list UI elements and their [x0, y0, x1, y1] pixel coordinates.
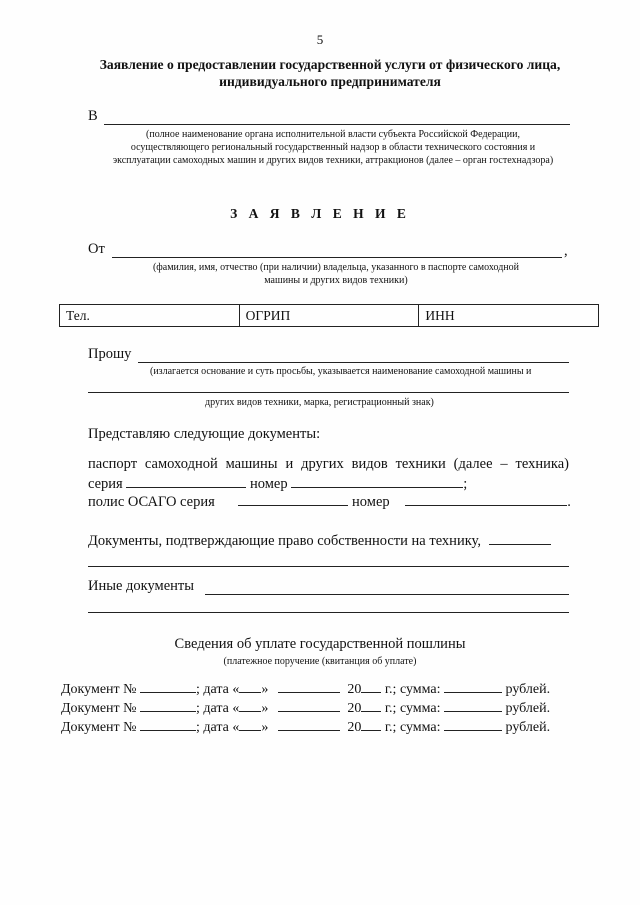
doc-number-field[interactable] [140, 699, 196, 712]
number-label: номер [249, 476, 288, 492]
doc-label: Документ № [61, 720, 137, 735]
page-number: 5 [316, 32, 324, 47]
currency-label: рублей. [505, 682, 551, 697]
payment-row [61, 699, 550, 717]
ownership-field[interactable] [489, 532, 551, 545]
statement-heading: З А Я В Л Е Н И Е [230, 206, 410, 221]
from-suffix: , [564, 243, 568, 259]
request-field-line-2[interactable] [88, 392, 569, 393]
payment-title: Сведения об уплате государственной пошлины [174, 636, 466, 652]
year-suffix: г.; сумма: [384, 682, 441, 697]
contact-table [59, 304, 599, 327]
amount-field[interactable] [444, 718, 502, 731]
currency-label: рублей. [505, 701, 551, 716]
month-field[interactable] [278, 699, 340, 712]
osago-series-field[interactable] [238, 493, 348, 506]
osago-number-label: номер [352, 494, 390, 510]
osago-period: . [567, 494, 571, 510]
year-prefix: 20 [347, 701, 362, 716]
day-field[interactable] [239, 718, 261, 731]
request-note-2: других видов техники, марка, регистрационный знак) [205, 397, 434, 408]
day-field[interactable] [239, 680, 261, 693]
form-title: Заявление о предоставлении государственной услуги от физического лица, индивидуального предпринимателя [99, 57, 561, 89]
request-note-1: (излагается основание и суть просьбы, указывается наименование самоходной машины и [150, 366, 532, 377]
ownership-label: Документы, подтверждающие право собственности на технику, [88, 533, 481, 549]
currency-label: рублей. [505, 720, 551, 735]
quote-close: » [261, 682, 269, 697]
date-label: ; дата « [196, 682, 240, 697]
payment-row [61, 718, 550, 736]
other-docs-field[interactable] [205, 594, 569, 595]
month-field[interactable] [278, 680, 340, 693]
authority-note: (полное наименование органа исполнительной власти субъекта Российской Федерации, осуществляющего региональный государственный надзор в области технического состояния и эксплуатации самоходных машин и других видов техники, аттракционов (далее – орган гостехнадзора) [112, 129, 554, 166]
request-prefix: Прошу [88, 346, 132, 362]
payment-row [61, 680, 550, 698]
documents-intro: Представляю следующие документы: [88, 426, 321, 442]
osago-row [88, 493, 571, 511]
ogrip-label: ОГРИП [245, 308, 291, 323]
year-suffix: г.; сумма: [384, 701, 441, 716]
semicolon: ; [463, 476, 468, 492]
passport-series-row [88, 475, 467, 493]
quote-close: » [261, 701, 269, 716]
month-field[interactable] [278, 718, 340, 731]
owner-note: (фамилия, имя, отчество (при наличии) владельца, указанного в паспорте самоходной машины и других видов техники) [152, 262, 520, 286]
day-field[interactable] [239, 699, 261, 712]
osago-label: полис ОСАГО серия [88, 494, 215, 510]
ownership-field-line-2[interactable] [88, 566, 569, 567]
inn-label: ИНН [425, 308, 455, 323]
series-field[interactable] [126, 475, 246, 488]
series-label: серия [88, 476, 123, 492]
number-field[interactable] [291, 475, 463, 488]
doc-number-field[interactable] [140, 680, 196, 693]
year-field[interactable] [361, 718, 381, 731]
inn-cell[interactable] [419, 305, 598, 326]
year-field[interactable] [361, 699, 381, 712]
date-label: ; дата « [196, 701, 240, 716]
authority-field[interactable] [104, 124, 570, 125]
year-suffix: г.; сумма: [384, 720, 441, 735]
date-label: ; дата « [196, 720, 240, 735]
to-prefix: В [88, 108, 98, 124]
tel-cell[interactable] [60, 305, 240, 326]
ogrip-cell[interactable] [240, 305, 420, 326]
passport-text: паспорт самоходной машины и других видов техники (далее – техника) [88, 456, 569, 472]
from-prefix: От [88, 241, 105, 257]
other-docs-label: Иные документы [88, 578, 195, 594]
osago-number-field[interactable] [405, 493, 567, 506]
tel-label: Тел. [66, 308, 90, 323]
year-prefix: 20 [347, 720, 362, 735]
doc-number-field[interactable] [140, 718, 196, 731]
doc-label: Документ № [61, 701, 137, 716]
payment-subtitle: (платежное поручение (квитанция об уплате) [223, 656, 417, 667]
other-docs-field-line-2[interactable] [88, 612, 569, 613]
amount-field[interactable] [444, 680, 502, 693]
year-prefix: 20 [347, 682, 362, 697]
owner-name-field[interactable] [112, 257, 562, 258]
ownership-row [88, 532, 551, 550]
quote-close: » [261, 720, 269, 735]
request-field[interactable] [138, 362, 569, 363]
amount-field[interactable] [444, 699, 502, 712]
year-field[interactable] [361, 680, 381, 693]
doc-label: Документ № [61, 682, 137, 697]
